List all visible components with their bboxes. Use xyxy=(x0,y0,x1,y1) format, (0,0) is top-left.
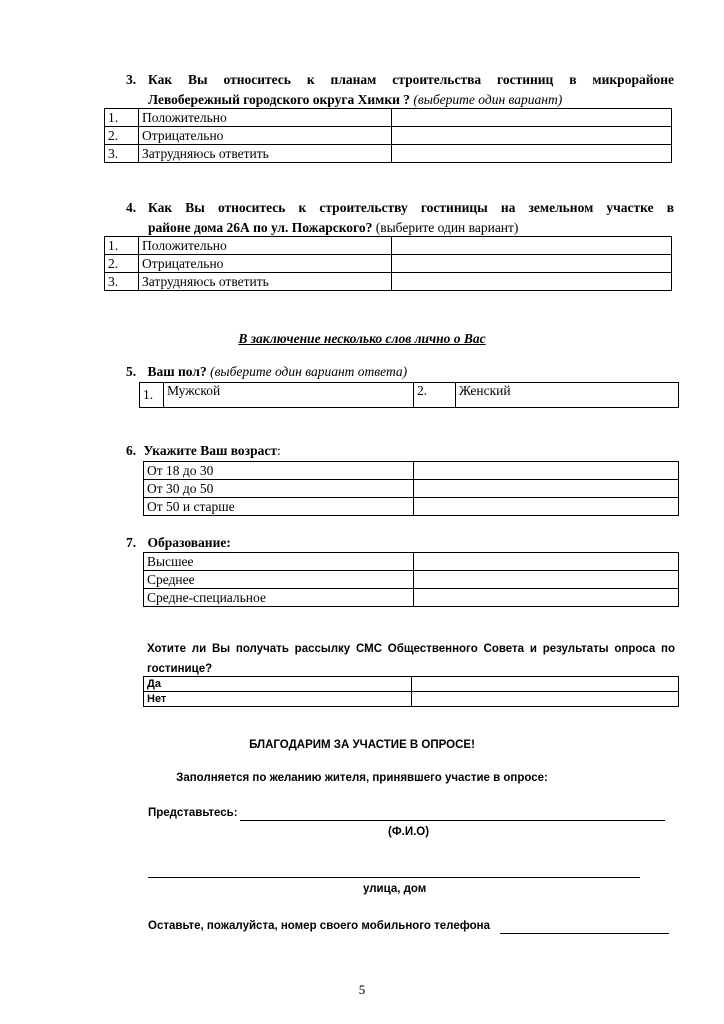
answer-cell[interactable] xyxy=(412,677,679,692)
question-7 xyxy=(126,535,231,551)
option-label: Отрицательно xyxy=(139,127,392,145)
question-3-line1: Как Вы относитесь к планам строительства гостиниц в микрорайоне xyxy=(148,72,674,87)
answer-cell[interactable] xyxy=(392,273,672,291)
question-4 xyxy=(126,198,674,238)
answer-cell[interactable] xyxy=(414,589,679,607)
answer-cell[interactable] xyxy=(412,692,679,707)
option-row[interactable] xyxy=(144,498,679,516)
option-label: Высшее xyxy=(144,553,414,571)
option-row[interactable] xyxy=(105,273,672,291)
option-row[interactable] xyxy=(144,589,679,607)
option-row[interactable] xyxy=(105,109,672,127)
option-row[interactable] xyxy=(144,571,679,589)
answer-cell[interactable] xyxy=(392,255,672,273)
option-label: Средне-специальное xyxy=(144,589,414,607)
option-label: Среднее xyxy=(144,571,414,589)
option-label: Положительно xyxy=(139,237,392,255)
answer-cell[interactable] xyxy=(392,145,672,163)
introduce-label: Представьтесь: xyxy=(148,807,238,819)
question-4-number: 4. xyxy=(126,200,137,215)
answer-cell[interactable] xyxy=(392,127,672,145)
optional-note: Заполняется по желанию жителя, принявшего участие в опросе: xyxy=(176,772,548,784)
thanks-heading: БЛАГОДАРИМ ЗА УЧАСТИЕ В ОПРОСЕ! xyxy=(249,739,475,751)
option-number: 3. xyxy=(105,273,139,291)
option-label: От 50 и старше xyxy=(144,498,414,516)
question-5 xyxy=(126,364,407,380)
question-4-line1: Как Вы относитесь к строительству гостиницы на земельном участке в xyxy=(148,200,674,215)
answer-cell[interactable] xyxy=(414,480,679,498)
question-6-title: Укажите Ваш возраст xyxy=(143,443,277,458)
option-female[interactable]: Женский xyxy=(456,383,679,408)
option-number: 1. xyxy=(105,237,139,255)
answer-cell[interactable] xyxy=(414,498,679,516)
option-number: 2. xyxy=(105,127,139,145)
option-label: Отрицательно xyxy=(139,255,392,273)
answer-cell[interactable] xyxy=(392,237,672,255)
page-number: 5 xyxy=(358,982,366,997)
section-title: В заключение несколько слов лично о Вас xyxy=(238,331,486,346)
question-3-number: 3. xyxy=(126,72,137,87)
sms-question-line1: Хотите ли Вы получать рассылку СМС Общественного Совета и результаты опроса по xyxy=(147,643,675,655)
option-number: 2. xyxy=(414,383,456,408)
question-6-options xyxy=(143,461,679,516)
question-7-options xyxy=(143,552,679,607)
option-row[interactable] xyxy=(105,145,672,163)
question-4-line2: районе дома 26А по ул. Пожарского? xyxy=(148,220,373,235)
question-4-hint: (выберите один вариант) xyxy=(375,220,519,235)
option-label: Затрудняюсь ответить xyxy=(139,273,392,291)
option-label: Затрудняюсь ответить xyxy=(139,145,392,163)
sms-question xyxy=(147,639,675,679)
question-3-hint: (выберите один вариант) xyxy=(413,92,563,107)
option-number: 3. xyxy=(105,145,139,163)
fio-caption: (Ф.И.О) xyxy=(388,826,430,838)
option-row[interactable] xyxy=(105,237,672,255)
option-row[interactable] xyxy=(105,127,672,145)
question-6-number: 6. xyxy=(126,443,137,458)
question-4-options xyxy=(104,236,672,291)
answer-cell[interactable] xyxy=(414,462,679,480)
option-label: От 30 до 50 xyxy=(144,480,414,498)
question-7-title: Образование: xyxy=(147,535,231,550)
option-row[interactable] xyxy=(144,692,679,707)
phone-input-line[interactable] xyxy=(500,921,669,934)
option-row[interactable] xyxy=(144,553,679,571)
question-7-number: 7. xyxy=(126,535,137,550)
address-input-line[interactable] xyxy=(148,865,640,878)
answer-cell[interactable] xyxy=(414,553,679,571)
option-row[interactable] xyxy=(144,480,679,498)
option-male[interactable]: Мужской xyxy=(164,383,414,408)
option-number: 1. xyxy=(140,383,164,408)
sms-question-line2: гостинице? xyxy=(147,663,213,675)
answer-cell[interactable] xyxy=(414,571,679,589)
fio-input-line[interactable] xyxy=(240,808,665,821)
option-number: 1. xyxy=(105,109,139,127)
option-row[interactable] xyxy=(144,462,679,480)
address-caption: улица, дом xyxy=(363,883,427,895)
question-5-options xyxy=(139,382,679,408)
question-3-line2: Левобережный городского округа Химки ? xyxy=(148,92,411,107)
question-3 xyxy=(126,70,674,110)
question-5-number: 5. xyxy=(126,364,137,379)
answer-cell[interactable] xyxy=(392,109,672,127)
question-5-hint: (выберите один вариант ответа) xyxy=(210,364,408,379)
option-row[interactable] xyxy=(105,255,672,273)
option-label: От 18 до 30 xyxy=(144,462,414,480)
sms-options xyxy=(143,676,679,707)
question-3-options xyxy=(104,108,672,163)
option-label: Да xyxy=(144,677,412,692)
question-6 xyxy=(126,443,281,459)
option-label: Положительно xyxy=(139,109,392,127)
question-6-colon: : xyxy=(276,443,281,458)
option-label: Нет xyxy=(144,692,412,707)
question-5-title: Ваш пол? xyxy=(147,364,207,379)
option-number: 2. xyxy=(105,255,139,273)
option-row[interactable] xyxy=(144,677,679,692)
phone-label: Оставьте, пожалуйста, номер своего мобильного телефона xyxy=(148,920,491,932)
